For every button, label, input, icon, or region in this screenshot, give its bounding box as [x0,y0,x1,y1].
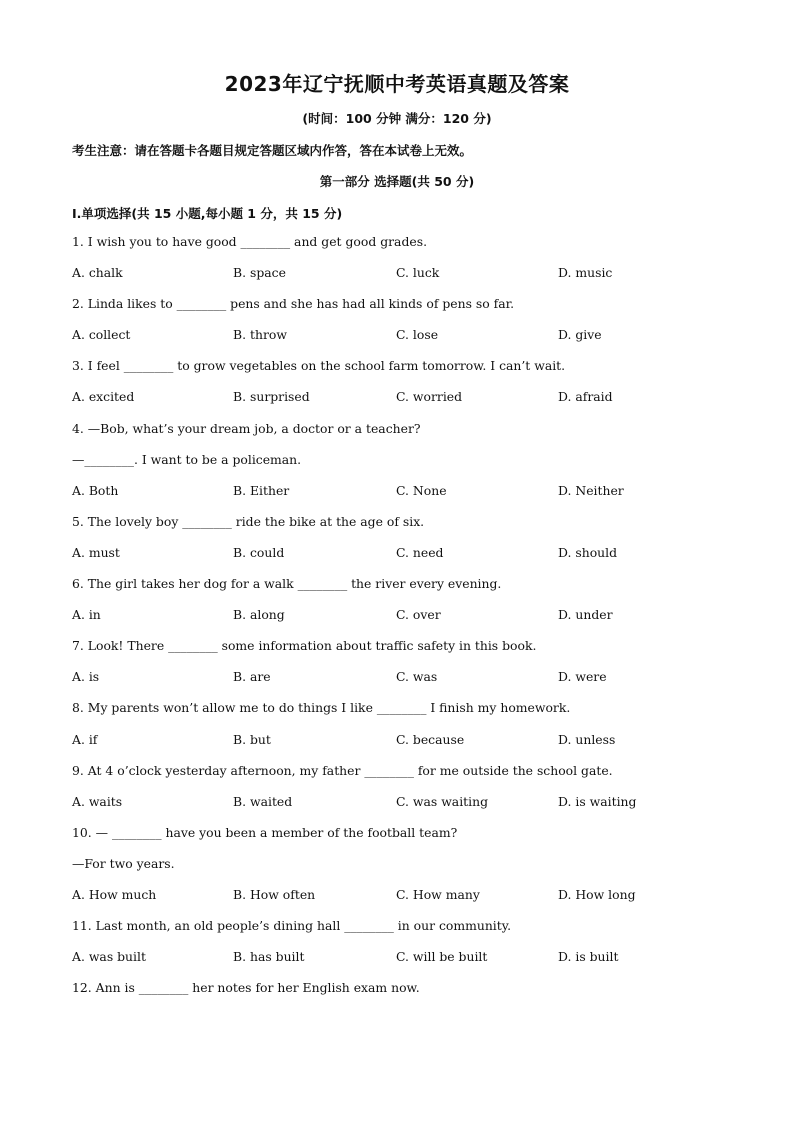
option-c: C. over [396,607,441,623]
option-a: A. was built [72,949,146,965]
option-b: B. but [233,731,271,747]
question-stem: 6. The girl takes her dog for a walk ________ the river every evening. [72,576,502,592]
question-stem: 3. I feel ________ to grow vegetables on the school farm tomorrow. I can’t wait. [72,358,566,374]
option-b: B. are [233,669,271,685]
option-d: D. is waiting [558,793,637,809]
option-row [72,661,732,692]
option-d: D. is built [558,949,619,965]
option-a: A. is [72,669,100,685]
option-c: C. will be built [396,949,488,965]
option-a: A. Both [72,482,119,498]
option-d: D. Neither [558,482,624,498]
option-d: D. afraid [558,389,613,405]
option-a: A. in [72,607,101,623]
option-row [72,879,732,910]
option-c: C. need [396,544,444,560]
question-list [72,226,732,1003]
option-row [72,786,732,817]
option-row [72,475,732,506]
part-heading: 第一部分 选择题(共 50 分) [319,174,475,189]
option-d: D. How long [558,886,636,902]
exam-time-score: (时间：100 分钟 满分：120 分) [302,111,492,126]
option-c: C. luck [396,265,440,281]
option-b: B. along [233,607,285,623]
option-b: B. surprised [233,389,310,405]
question-stem: 11. Last month, an old people’s dining hall ________ in our community. [72,918,512,934]
candidate-notice: 考生注意：请在答题卡各题目规定答题区域内作答，答在本试卷上无效。 [72,143,473,158]
option-row [72,257,732,288]
option-a: A. waits [72,793,123,809]
option-row [72,537,732,568]
option-b: B. has built [233,949,305,965]
option-c: C. None [396,482,447,498]
question-stem: 5. The lovely boy ________ ride the bike at the age of six. [72,513,425,529]
question-stem-reply: —________. I want to be a policeman. [72,451,302,467]
option-a: A. if [72,731,98,747]
option-d: D. music [558,265,613,281]
option-b: B. How often [233,886,316,902]
option-d: D. unless [558,731,616,747]
question-stem: 10. — ________ have you been a member of the football team? [72,824,458,840]
option-row [72,941,732,972]
question-stem: 9. At 4 o’clock yesterday afternoon, my father ________ for me outside the school gate. [72,762,613,778]
option-c: C. How many [396,886,480,902]
option-d: D. give [558,327,602,343]
option-a: A. collect [72,327,131,343]
exam-title: 2023年辽宁抚顺中考英语真题及答案 [224,72,570,96]
option-a: A. excited [72,389,135,405]
option-b: B. Either [233,482,290,498]
option-b: B. waited [233,793,293,809]
option-d: D. under [558,607,613,623]
option-d: D. were [558,669,607,685]
option-d: D. should [558,544,618,560]
option-b: B. could [233,544,285,560]
question-stem: 2. Linda likes to ________ pens and she has had all kinds of pens so far. [72,296,515,312]
option-c: C. because [396,731,465,747]
option-a: A. must [72,544,120,560]
option-row [72,319,732,350]
option-row [72,724,732,755]
question-stem: 4. —Bob, what’s your dream job, a doctor or a teacher? [72,420,421,436]
option-row [72,381,732,412]
question-stem: 12. Ann is ________ her notes for her English exam now. [72,980,420,996]
option-a: A. How much [72,886,157,902]
option-a: A. chalk [72,265,123,281]
question-stem: 8. My parents won’t allow me to do things I like ________ I finish my homework. [72,700,571,716]
option-c: C. was [396,669,438,685]
question-stem: 7. Look! There ________ some information about traffic safety in this book. [72,638,537,654]
question-stem: 1. I wish you to have good ________ and get good grades. [72,234,428,249]
section-heading: Ⅰ.单项选择(共 15 小题,每小题 1 分，共 15 分) [72,206,343,221]
option-row [72,599,732,630]
option-c: C. was waiting [396,793,489,809]
option-b: B. throw [233,327,287,343]
option-b: B. space [233,265,286,281]
question-stem-reply: —For two years. [72,855,175,871]
option-c: C. worried [396,389,463,405]
option-c: C. lose [396,327,439,343]
